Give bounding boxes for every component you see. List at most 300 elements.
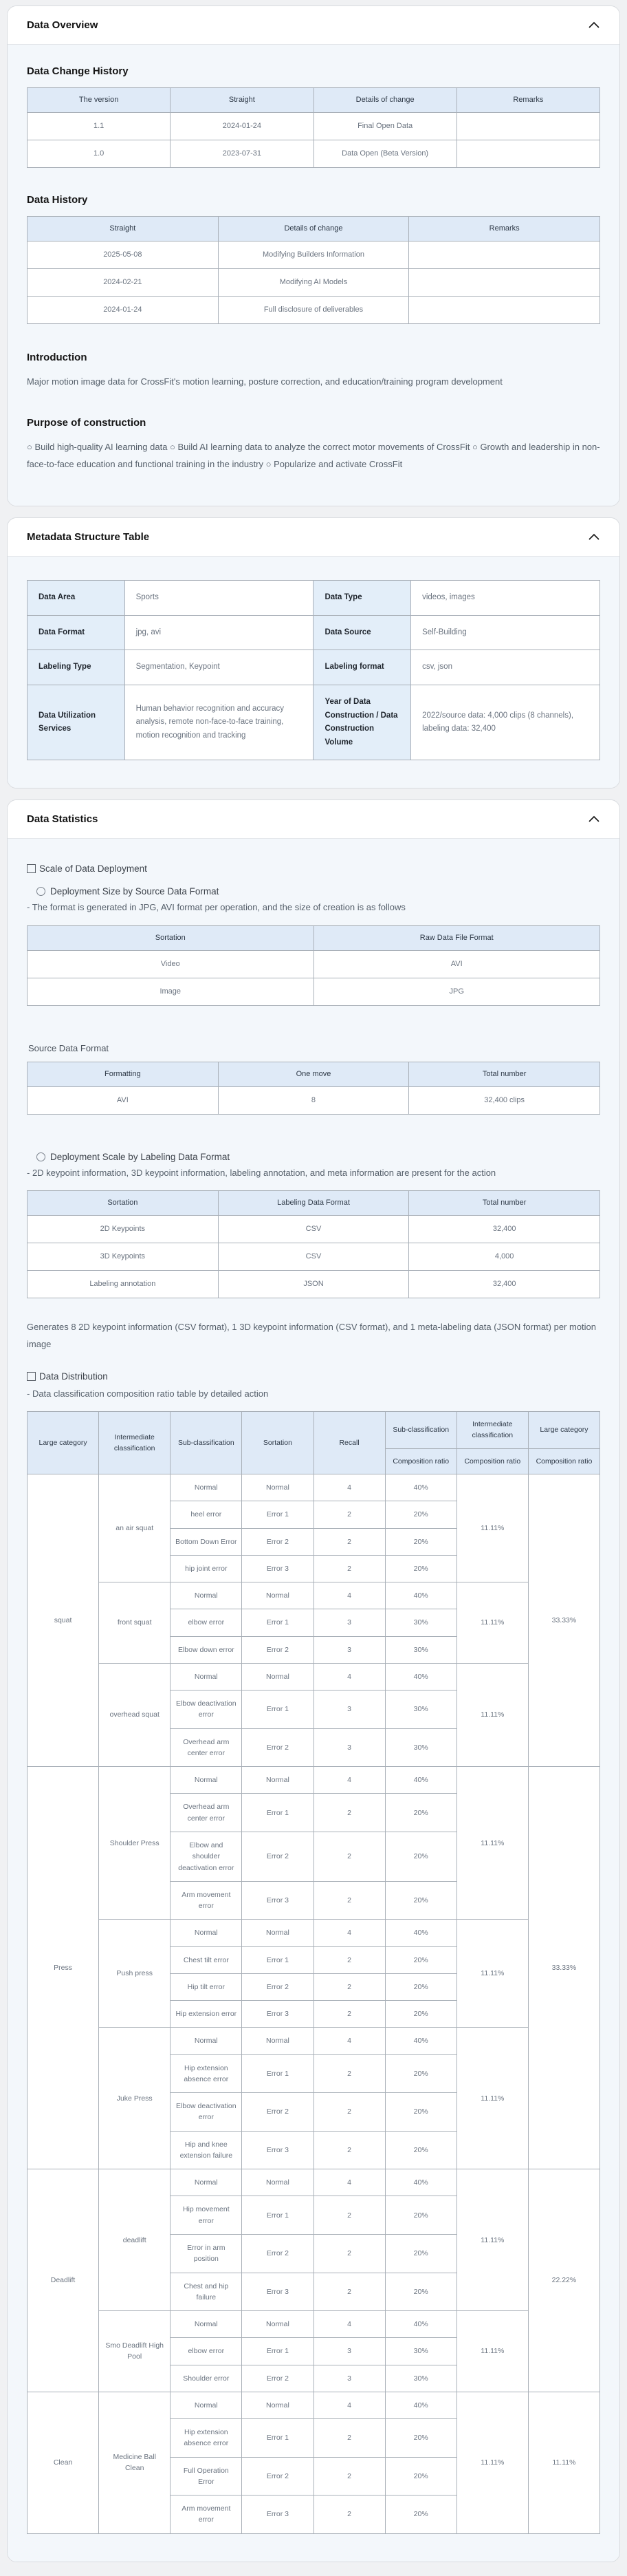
large-composition-ratio-cell: 33.33% [528, 1474, 600, 1766]
sub-classification-cell: Shoulder error [170, 2365, 242, 2392]
radio-icon [36, 887, 45, 896]
data-history-cell: Modifying AI Models [218, 269, 409, 297]
sortation-cell: Error 2 [242, 1528, 314, 1555]
sortation-cell: Error 1 [242, 1609, 314, 1636]
labeling-format-cell: CSV [218, 1216, 409, 1243]
sub-classification-cell: Normal [170, 1920, 242, 1946]
change-history-header-cell: Remarks [456, 88, 600, 113]
metadata-structure-header[interactable] [8, 518, 619, 556]
sortation-cell: Error 1 [242, 2338, 314, 2365]
labeling-format-cell: 32,400 [409, 1216, 600, 1243]
metadata-structure-body [8, 556, 619, 788]
sub-classification-cell: Normal [170, 1663, 242, 1690]
distribution-row [28, 2169, 600, 2196]
large-category-cell: Press [28, 1767, 99, 2169]
metadata-value-cell: Self-Building [411, 615, 600, 650]
sub-composition-ratio-cell: 20% [385, 2457, 456, 2496]
metadata-value-cell: csv, json [411, 650, 600, 685]
sub-composition-ratio-cell: 40% [385, 1582, 456, 1609]
sub-classification-cell: Overhead arm center error [170, 1728, 242, 1767]
sortation-cell: Normal [242, 1474, 314, 1501]
sub-composition-ratio-cell: 30% [385, 1636, 456, 1663]
deployment-size-source-format-label: Deployment Size by Source Data Format [36, 886, 600, 897]
card-title: Metadata Structure Table [27, 531, 150, 544]
large-category-cell: squat [28, 1474, 99, 1766]
recall-cell: 3 [314, 1690, 385, 1729]
sub-classification-cell: elbow error [170, 2338, 242, 2365]
data-history-header-row [28, 217, 600, 242]
sortation-cell: Error 3 [242, 1881, 314, 1920]
source-format-row [28, 1086, 600, 1114]
section-title-data-history: Data History [27, 194, 88, 206]
recall-cell: 2 [314, 2419, 385, 2458]
labeling-format-cell: 3D Keypoints [28, 1243, 219, 1271]
sub-composition-ratio-cell: 40% [385, 2169, 456, 2196]
distribution-header-cell: Composition ratio [385, 1448, 456, 1474]
sortation-cell: Normal [242, 2169, 314, 2196]
large-composition-ratio-cell: 22.22% [528, 2169, 600, 2392]
recall-cell: 4 [314, 2392, 385, 2418]
intermediate-composition-ratio-cell: 11.11% [456, 1582, 528, 1664]
data-history-cell [409, 269, 600, 297]
section-title-change-history: Data Change History [27, 65, 129, 77]
distribution-row [28, 1474, 600, 1501]
labeling-format-cell: Labeling annotation [28, 1271, 219, 1298]
sub-classification-cell: Elbow deactivation error [170, 1690, 242, 1729]
raw-format-row [28, 978, 600, 1005]
recall-cell: 2 [314, 2235, 385, 2273]
metadata-label-cell: Data Source [314, 615, 411, 650]
sub-composition-ratio-cell: 40% [385, 2311, 456, 2338]
sub-composition-ratio-cell: 20% [385, 1501, 456, 1528]
sub-composition-ratio-cell: 30% [385, 1690, 456, 1729]
sub-composition-ratio-cell: 40% [385, 1920, 456, 1946]
data-history-cell: Full disclosure of deliverables [218, 297, 409, 324]
distribution-row [28, 2392, 600, 2418]
sortation-cell: Error 1 [242, 1794, 314, 1832]
data-history-cell: 2024-01-24 [28, 297, 219, 324]
sub-classification-cell: Normal [170, 2392, 242, 2418]
data-statistics-body [8, 838, 619, 2562]
intermediate-classification-cell: an air squat [99, 1474, 170, 1582]
intermediate-composition-ratio-cell: 11.11% [456, 1474, 528, 1582]
recall-cell: 2 [314, 1881, 385, 1920]
intermediate-classification-cell: Push press [99, 1920, 170, 2028]
sub-composition-ratio-cell: 20% [385, 2235, 456, 2273]
recall-cell: 3 [314, 1609, 385, 1636]
large-category-cell: Clean [28, 2392, 99, 2533]
data-history-cell: 2025-05-08 [28, 242, 219, 269]
sub-composition-ratio-cell: 20% [385, 2054, 456, 2093]
source-format-cell: 8 [218, 1086, 409, 1114]
recall-cell: 2 [314, 1555, 385, 1582]
recall-cell: 2 [314, 1832, 385, 1881]
labeling-format-row [28, 1243, 600, 1271]
labeling-format-header-cell: Total number [409, 1191, 600, 1216]
sub-classification-cell: Hip and knee extension failure [170, 2131, 242, 2169]
sortation-cell: Error 3 [242, 2273, 314, 2311]
sortation-cell: Error 1 [242, 1690, 314, 1729]
raw-format-header-cell: Sortation [28, 925, 314, 950]
metadata-row [28, 650, 600, 685]
sub-composition-ratio-cell: 30% [385, 2338, 456, 2365]
raw-format-cell: AVI [314, 950, 600, 978]
recall-cell: 2 [314, 2457, 385, 2496]
raw-format-header-row [28, 925, 600, 950]
recall-cell: 2 [314, 2001, 385, 2028]
sub-classification-cell: Elbow deactivation error [170, 2093, 242, 2132]
sortation-cell: Error 1 [242, 1501, 314, 1528]
labeling-data-format-table [27, 1190, 600, 1298]
sortation-cell: Normal [242, 1920, 314, 1946]
sortation-cell: Error 3 [242, 2001, 314, 2028]
recall-cell: 4 [314, 1582, 385, 1609]
data-statistics-header[interactable] [8, 800, 619, 838]
deployment-scale-labeling-format-label: Deployment Scale by Labeling Data Format [36, 1152, 600, 1162]
chevron-up-icon[interactable] [588, 21, 600, 29]
intermediate-composition-ratio-cell: 11.11% [456, 1767, 528, 1920]
source-format-note: - The format is generated in JPG, AVI format per operation, and the size of creation is as follows [27, 902, 406, 913]
recall-cell: 4 [314, 1663, 385, 1690]
sub-composition-ratio-cell: 40% [385, 1474, 456, 1501]
change-history-header-cell: Straight [170, 88, 314, 113]
labeling-format-cell: 32,400 [409, 1271, 600, 1298]
purpose-text: ○ Build high-quality AI learning data ○ Build AI learning data to analyze the correct motor movements of CrossFit ○ Growth and leadership in non-face-to-face education and functional training in the industry ○ Popularize and activate CrossFit [27, 442, 600, 469]
sortation-cell: Normal [242, 2028, 314, 2054]
recall-cell: 2 [314, 2131, 385, 2169]
sub-classification-cell: Elbow and shoulder deactivation error [170, 1832, 242, 1881]
recall-cell: 4 [314, 2028, 385, 2054]
metadata-value-cell: Sports [124, 581, 314, 616]
metadata-label-cell: Labeling Type [28, 650, 125, 685]
raw-format-cell: JPG [314, 978, 600, 1005]
chevron-up-icon[interactable] [588, 815, 600, 823]
sortation-cell: Error 2 [242, 1832, 314, 1881]
sub-classification-cell: Hip extension error [170, 2001, 242, 2028]
distribution-row [28, 2028, 600, 2054]
raw-format-cell: Video [28, 950, 314, 978]
source-format-header-row [28, 1062, 600, 1086]
labeling-format-header-cell: Sortation [28, 1191, 219, 1216]
labeling-format-note: - 2D keypoint information, 3D keypoint information, labeling annotation, and meta information are present for the action [27, 1167, 496, 1178]
metadata-label-cell: Data Area [28, 581, 125, 616]
recall-cell: 3 [314, 1636, 385, 1663]
card-data-statistics [7, 799, 620, 2562]
distribution-header-cell: Intermediate classification [456, 1412, 528, 1449]
sub-classification-cell: Hip movement error [170, 2196, 242, 2235]
metadata-row [28, 615, 600, 650]
data-history-header-cell: Remarks [409, 217, 600, 242]
scale-of-data-deployment-label: Scale of Data Deployment [27, 863, 600, 874]
data-history-cell [409, 242, 600, 269]
change-history-row [28, 113, 600, 140]
sortation-cell: Normal [242, 2392, 314, 2418]
distribution-row [28, 1582, 600, 1609]
source-format-cell: AVI [28, 1086, 219, 1114]
sub-composition-ratio-cell: 20% [385, 1973, 456, 2000]
recall-cell: 4 [314, 2311, 385, 2338]
sub-composition-ratio-cell: 20% [385, 1528, 456, 1555]
sub-composition-ratio-cell: 20% [385, 2093, 456, 2132]
distribution-header-cell: Large category [28, 1412, 99, 1474]
metadata-value-cell: videos, images [411, 581, 600, 616]
sub-composition-ratio-cell: 20% [385, 2001, 456, 2028]
sub-composition-ratio-cell: 20% [385, 1881, 456, 1920]
intermediate-classification-cell: front squat [99, 1582, 170, 1664]
card-data-overview [7, 6, 620, 506]
intermediate-composition-ratio-cell: 11.11% [456, 2028, 528, 2169]
recall-cell: 2 [314, 1528, 385, 1555]
sub-classification-cell: Arm movement error [170, 2496, 242, 2534]
distribution-header-cell: Composition ratio [456, 1448, 528, 1474]
intermediate-composition-ratio-cell: 11.11% [456, 2392, 528, 2533]
recall-cell: 3 [314, 2365, 385, 2392]
source-format-cell: 32,400 clips [409, 1086, 600, 1114]
sub-classification-cell: Overhead arm center error [170, 1794, 242, 1832]
data-history-table [27, 216, 600, 324]
metadata-table [27, 580, 600, 760]
change-history-cell: 1.0 [28, 140, 170, 168]
labeling-format-cell: 4,000 [409, 1243, 600, 1271]
sortation-cell: Error 3 [242, 2496, 314, 2534]
labeling-format-header-cell: Labeling Data Format [218, 1191, 409, 1216]
change-history-cell [456, 113, 600, 140]
intermediate-composition-ratio-cell: 11.11% [456, 1663, 528, 1766]
data-history-cell: 2024-02-21 [28, 269, 219, 297]
labeling-format-cell: 2D Keypoints [28, 1216, 219, 1243]
checkbox-icon [27, 1372, 36, 1381]
distribution-row [28, 1663, 600, 1690]
sub-classification-cell: Normal [170, 2028, 242, 2054]
change-history-cell: 2023-07-31 [170, 140, 314, 168]
sub-composition-ratio-cell: 20% [385, 1794, 456, 1832]
intermediate-classification-cell: Shoulder Press [99, 1767, 170, 1920]
large-composition-ratio-cell: 11.11% [528, 2392, 600, 2533]
metadata-row [28, 581, 600, 616]
recall-cell: 2 [314, 2054, 385, 2093]
sub-classification-cell: Chest and hip failure [170, 2273, 242, 2311]
page-title: Data Overview [27, 19, 98, 31]
labeling-format-cell: CSV [218, 1243, 409, 1271]
data-overview-body [8, 44, 619, 506]
sortation-cell: Normal [242, 2311, 314, 2338]
sub-composition-ratio-cell: 40% [385, 1663, 456, 1690]
sub-composition-ratio-cell: 20% [385, 1555, 456, 1582]
data-history-row [28, 242, 600, 269]
sortation-cell: Error 2 [242, 1728, 314, 1767]
change-history-cell: Data Open (Beta Version) [314, 140, 456, 168]
sub-composition-ratio-cell: 20% [385, 2196, 456, 2235]
recall-cell: 2 [314, 1973, 385, 2000]
data-overview-header[interactable] [8, 6, 619, 44]
distribution-header-cell: Intermediate classification [99, 1412, 170, 1474]
large-composition-ratio-cell: 33.33% [528, 1767, 600, 2169]
sub-composition-ratio-cell: 20% [385, 2273, 456, 2311]
sub-composition-ratio-cell: 20% [385, 1946, 456, 1973]
change-history-table [27, 87, 600, 168]
data-history-row [28, 297, 600, 324]
data-distribution-note: - Data classification composition ratio table by detailed action [27, 1388, 269, 1399]
sub-classification-cell: heel error [170, 1501, 242, 1528]
section-title-purpose: Purpose of construction [27, 417, 146, 429]
data-history-cell [409, 297, 600, 324]
distribution-row [28, 1920, 600, 1946]
metadata-label-cell: Year of Data Construction / Data Construction Volume [314, 685, 411, 760]
radio-icon [36, 1152, 45, 1161]
recall-cell: 3 [314, 1728, 385, 1767]
distribution-header-cell: Sub-classification [385, 1412, 456, 1449]
intermediate-classification-cell: Juke Press [99, 2028, 170, 2169]
introduction-text: Major motion image data for CrossFit's motion learning, posture correction, and education/training program development [27, 376, 503, 387]
sub-classification-cell: Hip tilt error [170, 1973, 242, 2000]
recall-cell: 4 [314, 1474, 385, 1501]
intermediate-composition-ratio-cell: 11.11% [456, 2311, 528, 2392]
sub-classification-cell: Bottom Down Error [170, 1528, 242, 1555]
recall-cell: 2 [314, 1946, 385, 1973]
intermediate-classification-cell: overhead squat [99, 1663, 170, 1766]
card-metadata-structure [7, 517, 620, 788]
change-history-cell [456, 140, 600, 168]
sortation-cell: Error 2 [242, 2093, 314, 2132]
distribution-header-row [28, 1412, 600, 1449]
data-history-header-cell: Details of change [218, 217, 409, 242]
distribution-header-cell: Composition ratio [528, 1448, 600, 1474]
recall-cell: 2 [314, 2196, 385, 2235]
sortation-cell: Error 1 [242, 1946, 314, 1973]
distribution-row [28, 1767, 600, 1794]
distribution-header-cell: Sortation [242, 1412, 314, 1474]
sortation-cell: Error 2 [242, 2457, 314, 2496]
sub-classification-cell: Hip extension absence error [170, 2419, 242, 2458]
sortation-cell: Error 2 [242, 2365, 314, 2392]
sub-classification-cell: Normal [170, 2169, 242, 2196]
sub-composition-ratio-cell: 30% [385, 1728, 456, 1767]
sortation-cell: Normal [242, 1663, 314, 1690]
raw-format-row [28, 950, 600, 978]
sortation-cell: Normal [242, 1582, 314, 1609]
sub-classification-cell: Hip extension absence error [170, 2054, 242, 2093]
sub-classification-cell: Normal [170, 2311, 242, 2338]
sortation-cell: Error 1 [242, 2419, 314, 2458]
metadata-value-cell: jpg, avi [124, 615, 314, 650]
sub-composition-ratio-cell: 40% [385, 2392, 456, 2418]
card-title: Data Statistics [27, 813, 98, 826]
recall-cell: 2 [314, 2273, 385, 2311]
intermediate-classification-cell: deadlift [99, 2169, 170, 2311]
sortation-cell: Normal [242, 1767, 314, 1794]
intermediate-classification-cell: Medicine Ball Clean [99, 2392, 170, 2533]
distribution-header-cell: Large category [528, 1412, 600, 1449]
recall-cell: 4 [314, 1920, 385, 1946]
sub-composition-ratio-cell: 40% [385, 1767, 456, 1794]
metadata-value-cell: Human behavior recognition and accuracy analysis, remote non-face-to-face training, motion recognition and tracking [124, 685, 314, 760]
metadata-value-cell: Segmentation, Keypoint [124, 650, 314, 685]
sortation-cell: Error 1 [242, 2196, 314, 2235]
labeling-format-row [28, 1216, 600, 1243]
change-history-cell: 2024-01-24 [170, 113, 314, 140]
data-distribution-label: Data Distribution [27, 1371, 600, 1382]
sub-classification-cell: Chest tilt error [170, 1946, 242, 1973]
recall-cell: 2 [314, 1501, 385, 1528]
sub-classification-cell: Arm movement error [170, 1881, 242, 1920]
sortation-cell: Error 3 [242, 1555, 314, 1582]
data-history-cell: Modifying Builders Information [218, 242, 409, 269]
raw-format-cell: Image [28, 978, 314, 1005]
sub-classification-cell: elbow error [170, 1609, 242, 1636]
recall-cell: 4 [314, 2169, 385, 2196]
intermediate-composition-ratio-cell: 11.11% [456, 2169, 528, 2311]
recall-cell: 2 [314, 2496, 385, 2534]
sub-composition-ratio-cell: 30% [385, 2365, 456, 2392]
recall-cell: 2 [314, 2093, 385, 2132]
sub-classification-cell: Normal [170, 1582, 242, 1609]
metadata-label-cell: Labeling format [314, 650, 411, 685]
distribution-header-cell: Recall [314, 1412, 385, 1474]
sub-composition-ratio-cell: 20% [385, 2496, 456, 2534]
source-format-header-cell: Formatting [28, 1062, 219, 1086]
sub-composition-ratio-cell: 40% [385, 2028, 456, 2054]
section-title-introduction: Introduction [27, 352, 87, 364]
sub-classification-cell: Normal [170, 1767, 242, 1794]
change-history-row [28, 140, 600, 168]
data-history-row [28, 269, 600, 297]
source-data-format-label: Source Data Format [28, 1042, 109, 1053]
change-history-header-row [28, 88, 600, 113]
sub-composition-ratio-cell: 20% [385, 1832, 456, 1881]
metadata-label-cell: Data Format [28, 615, 125, 650]
checkbox-icon [27, 864, 36, 873]
chevron-up-icon[interactable] [588, 533, 600, 541]
generates-note: Generates 8 2D keypoint information (CSV format), 1 3D keypoint information (CSV format), and 1 meta-labeling data (JSON format) per motion image [27, 1322, 597, 1350]
sub-composition-ratio-cell: 20% [385, 2419, 456, 2458]
recall-cell: 2 [314, 1794, 385, 1832]
sub-classification-cell: hip joint error [170, 1555, 242, 1582]
metadata-label-cell: Data Type [314, 581, 411, 616]
change-history-header-cell: Details of change [314, 88, 456, 113]
source-format-header-cell: One move [218, 1062, 409, 1086]
raw-data-format-table [27, 925, 600, 1006]
intermediate-composition-ratio-cell: 11.11% [456, 1920, 528, 2028]
labeling-format-row [28, 1271, 600, 1298]
distribution-row [28, 2311, 600, 2338]
sub-composition-ratio-cell: 30% [385, 1609, 456, 1636]
recall-cell: 4 [314, 1767, 385, 1794]
data-distribution-table [27, 1411, 600, 2534]
sortation-cell: Error 3 [242, 2131, 314, 2169]
change-history-header-cell: The version [28, 88, 170, 113]
metadata-label-cell: Data Utilization Services [28, 685, 125, 760]
change-history-cell: 1.1 [28, 113, 170, 140]
source-data-format-table [27, 1062, 600, 1115]
sub-composition-ratio-cell: 20% [385, 2131, 456, 2169]
sub-classification-cell: Full Operation Error [170, 2457, 242, 2496]
sortation-cell: Error 1 [242, 2054, 314, 2093]
labeling-format-header-row [28, 1191, 600, 1216]
sortation-cell: Error 2 [242, 1973, 314, 2000]
sub-classification-cell: Normal [170, 1474, 242, 1501]
sortation-cell: Error 2 [242, 1636, 314, 1663]
change-history-cell: Final Open Data [314, 113, 456, 140]
recall-cell: 3 [314, 2338, 385, 2365]
data-history-header-cell: Straight [28, 217, 219, 242]
raw-format-header-cell: Raw Data File Format [314, 925, 600, 950]
intermediate-classification-cell: Smo Deadlift High Pool [99, 2311, 170, 2392]
sub-classification-cell: Error in arm position [170, 2235, 242, 2273]
metadata-value-cell: 2022/source data: 4,000 clips (8 channels), labeling data: 32,400 [411, 685, 600, 760]
source-format-header-cell: Total number [409, 1062, 600, 1086]
sub-classification-cell: Elbow down error [170, 1636, 242, 1663]
labeling-format-cell: JSON [218, 1271, 409, 1298]
